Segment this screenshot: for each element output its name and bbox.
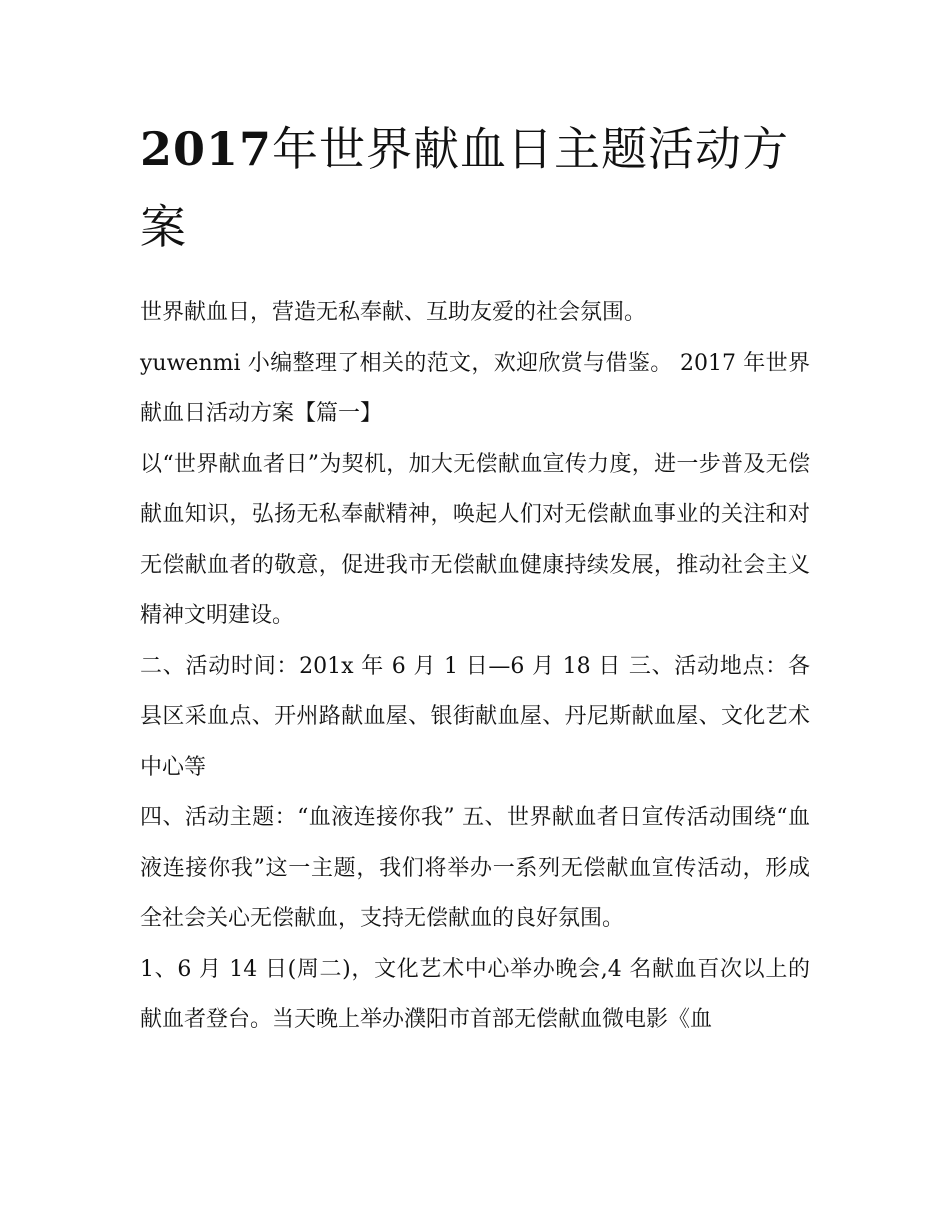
document-title [140,110,810,266]
paragraph-intro: 世界献血日，营造无私奉献、互助友爱的社会氛围。 [140,300,647,325]
paragraph-purpose: 以“世界献血者日”为契机，加大无偿献血宣传力度，进一步普及无偿献血知识，弘扬无私奉献精神，唤起人们对无偿献血事业的关注和对无偿献血者的敬意，促进我市无偿献血健康持续发展，推动社会主义精神文明建设。 [140,451,810,628]
document-body [140,110,810,1046]
paragraph-theme-activities: 四、活动主题：“血液连接你我” 五、世界献血者日宣传活动围绕“血液连接你我”这一主题，我们将举办一系列无偿献血宣传活动，形成全社会关心无偿献血，支持无偿献血的良好氛围。 [140,805,810,931]
paragraph-time-location: 二、活动时间：201x 年 6 月 1 日—6 月 18 日 三、活动地点：各县区采血点、开州路献血屋、银街献血屋、丹尼斯献血屋、文化艺术中心等 [140,653,810,780]
paragraph-editor-note: yuwenmi 小编整理了相关的范文，欢迎欣赏与借鉴。 2017 年世界献血日活动方案【篇一】 [140,350,810,426]
title-text: 年世界献血日主题活动方案 [140,122,790,254]
paragraph-activity-one: 1、6 月 14 日(周二)，文化艺术中心举办晚会,4 名献血百次以上的献血者登台。当天晚上举办濮阳市首部无偿献血微电影《血 [140,956,810,1032]
title-year: 2017 [140,122,273,176]
